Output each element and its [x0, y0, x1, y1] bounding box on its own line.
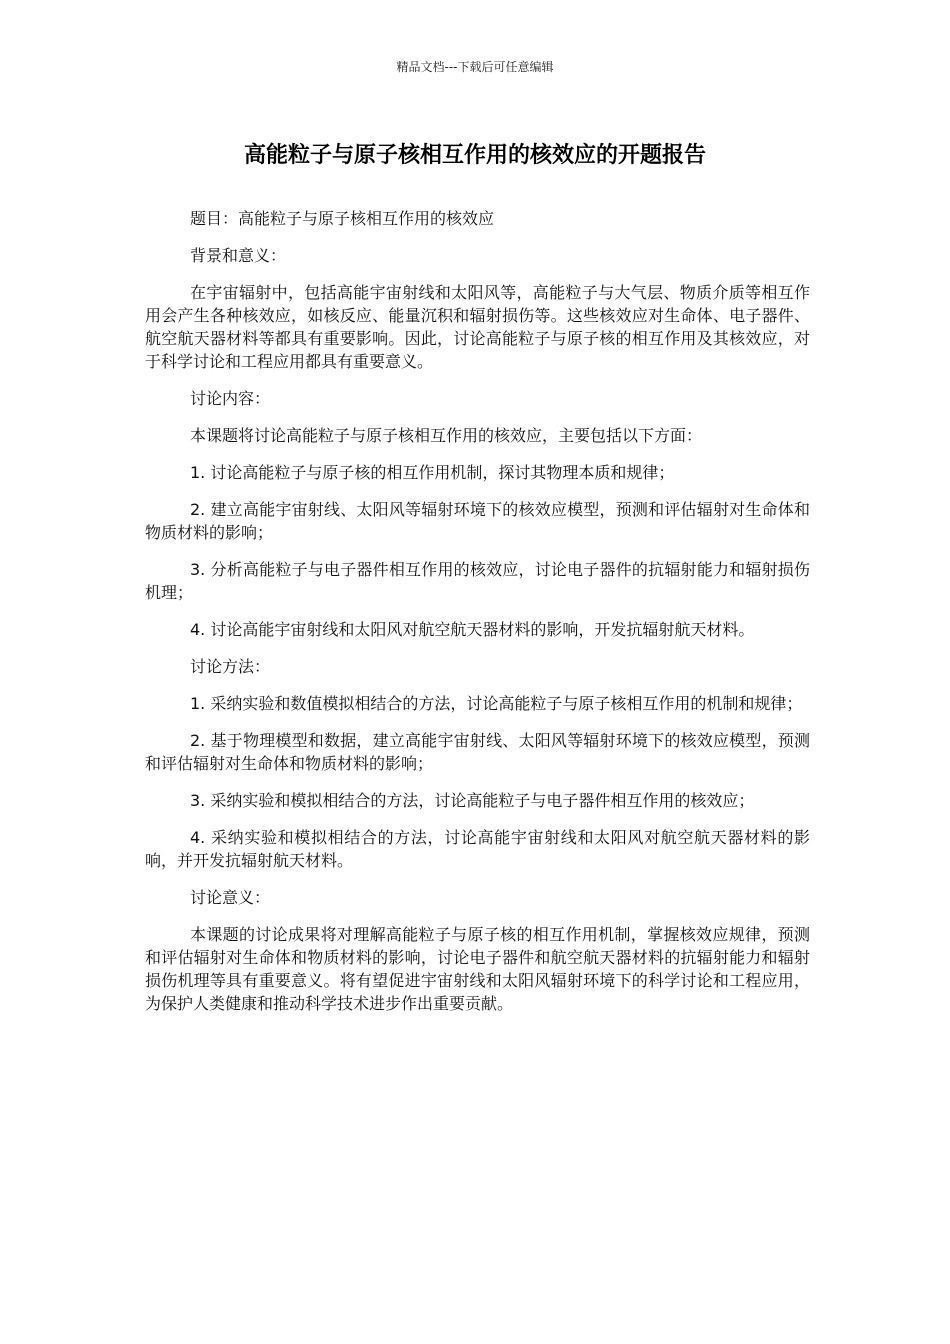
document-title: 高能粒子与原子核相互作用的核效应的开题报告	[243, 143, 706, 168]
content-item-4: 4. 讨论高能宇宙射线和太阳风对航空航天器材料的影响，开发抗辐射航天材料。	[190, 620, 755, 639]
content-item-1: 1. 讨论高能粒子与原子核的相互作用机制，探讨其物理本质和规律；	[190, 463, 675, 482]
method-item-1: 1. 采纳实验和数值模拟相结合的方法，讨论高能粒子与原子核相互作用的机制和规律；	[190, 694, 803, 713]
content-item-2: 2. 建立高能宇宙射线、太阳风等辐射环境下的核效应模型，预测和评估辐射对生命体和物质材料的影响；	[145, 500, 810, 542]
section-heading-content: 讨论内容：	[190, 389, 271, 408]
method-item-3: 3. 采纳实验和模拟相结合的方法，讨论高能粒子与电子器件相互作用的核效应；	[190, 791, 755, 810]
section-heading-methods: 讨论方法：	[190, 657, 271, 676]
section-heading-background: 背景和意义：	[190, 246, 287, 265]
method-item-2: 2. 基于物理模型和数据，建立高能宇宙射线、太阳风等辐射环境下的核效应模型，预测和评估辐射对生命体和物质材料的影响；	[145, 731, 810, 773]
method-item-4: 4. 采纳实验和模拟相结合的方法，讨论高能宇宙射线和太阳风对航空航天器材料的影响，并开发抗辐射航天材料。	[145, 828, 810, 870]
significance-paragraph: 本课题的讨论成果将对理解高能粒子与原子核的相互作用机制，掌握核效应规律，预测和评估辐射对生命体和物质材料的影响，讨论电子器件和航空航天器材料的抗辐射能力和辐射损伤机理等具有重要意义。将有望促进宇宙射线和太阳风辐射环境下的科学讨论和工程应用，为保护人类健康和推动科学技术进步作出重要贡献。	[145, 925, 810, 1013]
background-paragraph: 在宇宙辐射中，包括高能宇宙射线和太阳风等，高能粒子与大气层、物质介质等相互作用会产生各种核效应，如核反应、能量沉积和辐射损伤等。这些核效应对生命体、电子器件、航空航天器材料等都具有重要影响。因此，讨论高能粒子与原子核的相互作用及其核效应，对于科学讨论和工程应用都具有重要意义。	[145, 283, 810, 371]
content-item-3: 3. 分析高能粒子与电子器件相互作用的核效应，讨论电子器件的抗辐射能力和辐射损伤机理；	[145, 560, 810, 602]
section-heading-significance: 讨论意义：	[190, 888, 271, 907]
content-intro: 本课题将讨论高能粒子与原子核相互作用的核效应，主要包括以下方面：	[190, 426, 703, 445]
topic-line: 题目：高能粒子与原子核相互作用的核效应	[190, 209, 495, 228]
document-body	[145, 207, 810, 1029]
page-header: 精品文档---下载后可任意编辑	[396, 60, 554, 74]
